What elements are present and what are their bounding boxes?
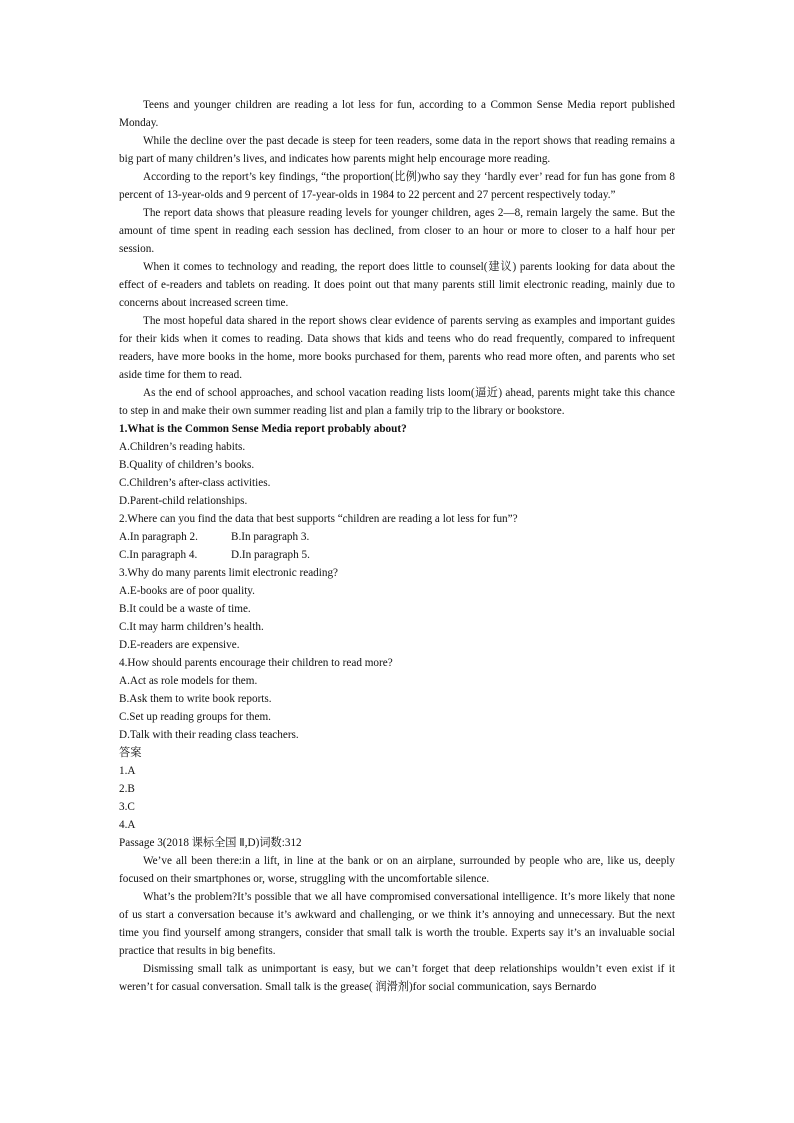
- paragraph: According to the report’s key findings, “the proportion(比例)who say they ‘hardly ever’ read for fun has gone from 8 percent of 13-year-olds and 9 percent of 17-year-olds in 1984 to 22 percent and 27 percent respectively today.”: [119, 171, 675, 201]
- answer-item: 1.A: [119, 765, 136, 777]
- option: D.Talk with their reading class teachers.: [119, 729, 299, 741]
- option-row: [119, 528, 675, 546]
- paragraph: Dismissing small talk as unimportant is easy, but we can’t forget that deep relationships wouldn’t even exist if it weren’t for casual conversation. Small talk is the grease( 润滑剂)for social communication, says Bernardo: [119, 963, 675, 993]
- option: C.Set up reading groups for them.: [119, 711, 271, 723]
- answer-item: 3.C: [119, 801, 135, 813]
- option: C.In paragraph 4.: [119, 549, 198, 561]
- paragraph: Teens and younger children are reading a lot less for fun, according to a Common Sense Media report published Monday.: [119, 99, 675, 129]
- answer-item: 4.A: [119, 819, 136, 831]
- paragraph: While the decline over the past decade is steep for teen readers, some data in the report shows that reading remains a big part of many children’s lives, and indicates how parents might help encourage more reading.: [119, 135, 675, 165]
- option: A.Act as role models for them.: [119, 675, 258, 687]
- answer-label: 答案: [119, 747, 142, 759]
- document-page: [119, 96, 675, 996]
- option: B.It could be a waste of time.: [119, 603, 251, 615]
- option: D.E-readers are expensive.: [119, 639, 240, 651]
- passage-2: [119, 96, 675, 420]
- question-2: [119, 510, 675, 564]
- option: C.Children’s after-class activities.: [119, 477, 271, 489]
- option: D.Parent-child relationships.: [119, 495, 248, 507]
- option: A.Children’s reading habits.: [119, 441, 246, 453]
- option-row: [119, 546, 675, 564]
- option: A.E-books are of poor quality.: [119, 585, 255, 597]
- paragraph: When it comes to technology and reading, the report does little to counsel(建议) parents looking for data about the effect of e-readers and tablets on reading. It does point out that many parents still limit electronic reading, mainly due to concerns about increased screen time.: [119, 261, 675, 309]
- question-stem: 3.Why do many parents limit electronic reading?: [119, 567, 339, 579]
- passage-3: [119, 834, 675, 996]
- question-stem: 1.What is the Common Sense Media report probably about?: [119, 423, 407, 435]
- question-3: [119, 564, 675, 654]
- option: C.It may harm children’s health.: [119, 621, 264, 633]
- question-stem: 4.How should parents encourage their children to read more?: [119, 657, 393, 669]
- paragraph: We’ve all been there:in a lift, in line at the bank or on an airplane, surrounded by people who are, like us, deeply focused on their smartphones or, worse, struggling with the uncomfortable silence.: [119, 855, 675, 885]
- question-stem: 2.Where can you find the data that best supports “children are reading a lot less for fun”?: [119, 513, 518, 525]
- answer-key: [119, 744, 675, 834]
- option: B.In paragraph 3.: [231, 531, 310, 543]
- option: D.In paragraph 5.: [231, 549, 310, 561]
- passage-heading: Passage 3(2018 课标全国 Ⅱ,D)词数:312: [119, 837, 302, 849]
- option: A.In paragraph 2.: [119, 531, 198, 543]
- paragraph: The report data shows that pleasure reading levels for younger children, ages 2—8, remain largely the same. But the amount of time spent in reading each session has declined, from closer to an hour or more to closer to a half hour per session.: [119, 207, 675, 255]
- paragraph: The most hopeful data shared in the report shows clear evidence of parents serving as examples and important guides for their kids when it comes to reading. Data shows that kids and teens who do read frequently, compared to infrequent readers, have more books in the home, more books purchased for them, parents who read more often, and parents who set aside time for them to read.: [119, 315, 675, 381]
- paragraph: What’s the problem?It’s possible that we all have compromised conversational intelligence. It’s more likely that none of us start a conversation because it’s awkward and challenging, or we think it’s annoying and unnecessary. But the next time you find yourself among strangers, consider that small talk is worth the trouble. Experts say it’s an invaluable social practice that results in big benefits.: [119, 891, 675, 957]
- option: B.Quality of children’s books.: [119, 459, 255, 471]
- question-4: [119, 654, 675, 744]
- option: B.Ask them to write book reports.: [119, 693, 272, 705]
- paragraph: As the end of school approaches, and school vacation reading lists loom(逼近) ahead, parents might take this chance to step in and make their own summer reading list and plan a family trip to the library or bookstore.: [119, 387, 675, 417]
- answer-item: 2.B: [119, 783, 135, 795]
- question-1: [119, 420, 675, 510]
